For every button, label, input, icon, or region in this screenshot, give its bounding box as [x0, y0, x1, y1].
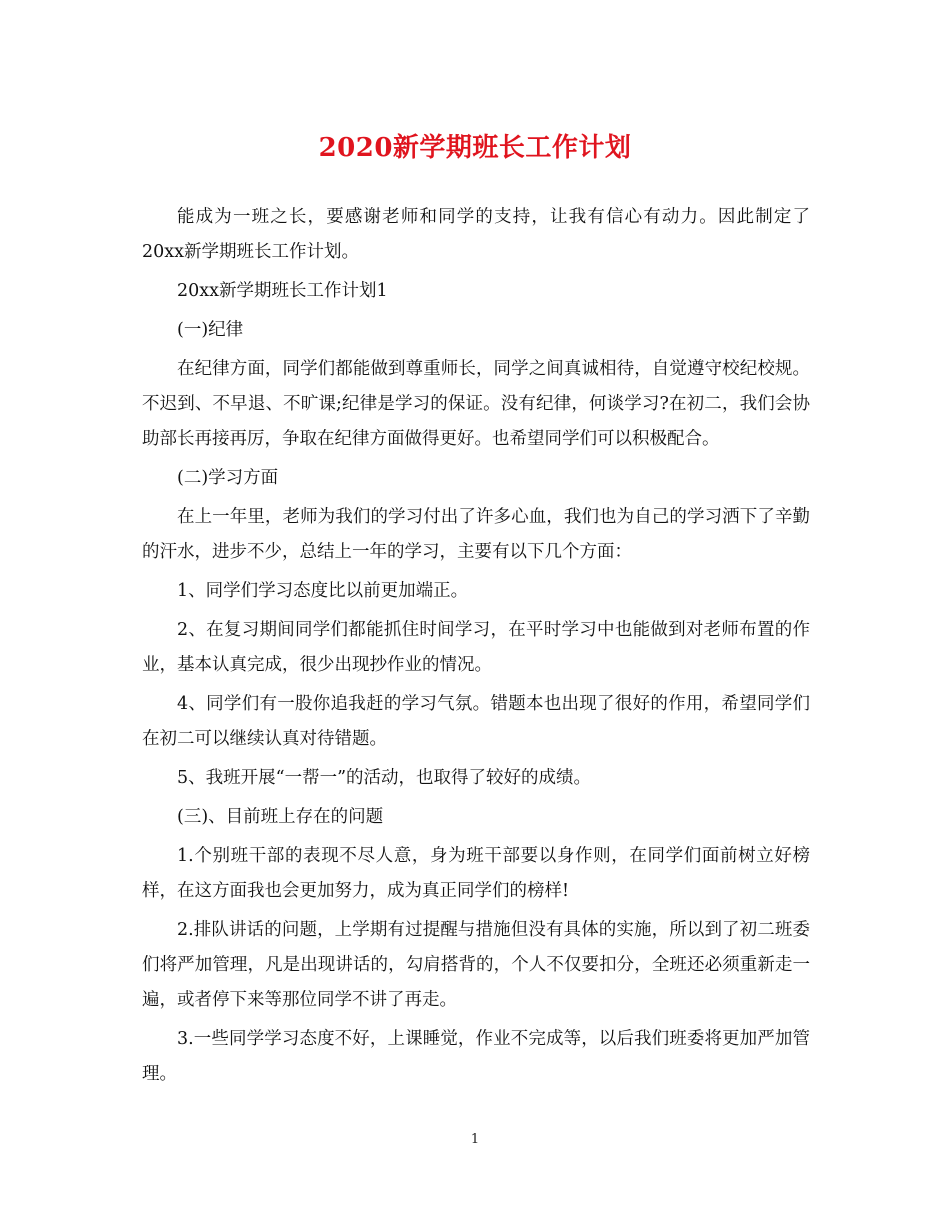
document-body [142, 200, 810, 1096]
paragraph-problem-1: 1.个别班干部的表现不尽人意，身为班干部要以身作则，在同学们面前树立好榜样，在这方面我也会更加努力，成为真正同学们的榜样! [142, 846, 810, 901]
paragraph-study-item-2: 2、在复习期间同学们都能抓住时间学习，在平时学习中也能做到对老师布置的作业，基本认真完成，很少出现抄作业的情况。 [142, 620, 810, 675]
paragraph-intro: 能成为一班之长，要感谢老师和同学的支持，让我有信心有动力。因此制定了20xx新学期班长工作计划。 [142, 207, 810, 262]
page-number: 1 [470, 1132, 480, 1147]
paragraph-study-item-1: 1、同学们学习态度比以前更加端正。 [177, 581, 469, 601]
section-heading-problems: (三)、目前班上存在的问题 [177, 807, 384, 827]
paragraph-problem-2: 2.排队讲话的问题，上学期有过提醒与措施但没有具体的实施，所以到了初二班委们将严加管理，凡是出现讲话的，勾肩搭背的，个人不仅要扣分，全班还必须重新走一遍，或者停下来等那位同学不讲了再走。 [142, 920, 810, 1010]
paragraph-plan-heading: 20xx新学期班长工作计划1 [177, 281, 388, 301]
paragraph-study-intro: 在上一年里，老师为我们的学习付出了许多心血，我们也为自己的学习洒下了辛勤的汗水，进步不少，总结上一年的学习，主要有以下几个方面： [142, 507, 810, 562]
paragraph-discipline: 在纪律方面，同学们都能做到尊重师长，同学之间真诚相待，自觉遵守校纪校规。不迟到、不早退、不旷课;纪律是学习的保证。没有纪律，何谈学习?在初二，我们会协助部长再接再厉，争取在纪律方面做得更好。也希望同学们可以积极配合。 [142, 359, 810, 449]
paragraph-study-item-4: 4、同学们有一股你追我赶的学习气氛。错题本也出现了很好的作用，希望同学们在初二可以继续认真对待错题。 [142, 694, 810, 749]
paragraph-study-item-5: 5、我班开展“一帮一”的活动，也取得了较好的成绩。 [177, 768, 592, 788]
paragraph-problem-3: 3.一些同学学习态度不好，上课睡觉，作业不完成等，以后我们班委将更加严加管理。 [142, 1029, 810, 1084]
document-title: 2020新学期班长工作计划 [318, 133, 632, 163]
section-heading-study: (二)学习方面 [177, 468, 279, 488]
section-heading-discipline: (一)纪律 [177, 320, 244, 340]
